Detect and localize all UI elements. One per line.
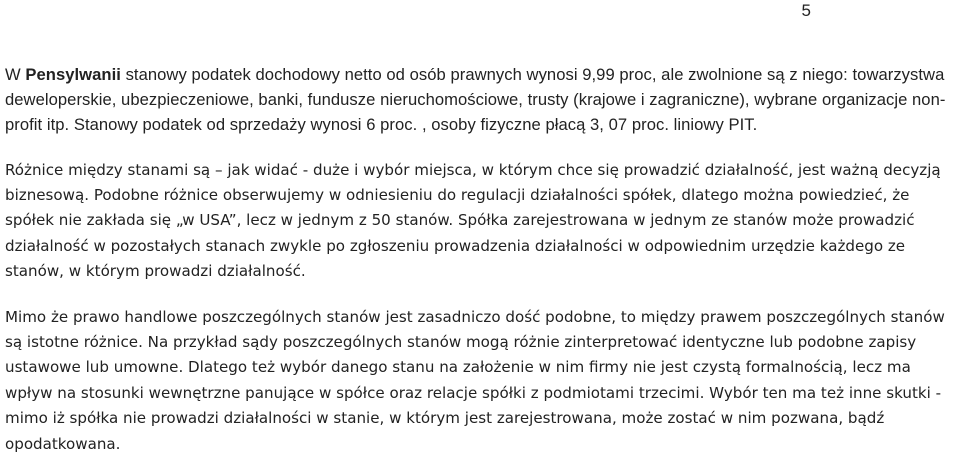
paragraph-state-differences: Różnice między stanami są – jak widać - duże i wybór miejsca, w którym chce się prowadzić działalność, jest ważną decyzją biznesową. Podobne różnice obserwujemy w odniesieniu do regulacji działalności spółek, dlatego można powiedzieć, że spółek nie zakłada się „w USA”, lecz w jednym z 50 stanów. Spółka zarejestrowana w jednym ze stanów może prowadzić działalność w pozostałych stanach zwykle po zgłoszeniu prowadzenia działalności w odpowiednim urzędzie każdego ze stanów, w którym prowadzi działalność. — [5, 160, 941, 281]
paragraph-text: stanowy podatek dochodowy netto od osób prawnych wynosi 9,99 proc, ale zwolnione są z niego: towarzystwa deweloperskie, ubezpieczeniowe, banki, fundusze nieruchomościowe, trusty (krajowe i zagraniczne), wybrane organizacje non-profit itp. Stanowy podatek od sprzedaży wynosi 6 proc. , osoby fizyczne płacą 3, 07 proc. liniowy PIT. — [5, 65, 946, 135]
state-name-bold: Pensylwanii — [25, 65, 121, 84]
paragraph-pennsylvania-tax — [5, 62, 950, 138]
paragraph-prefix: W — [5, 65, 26, 84]
document-body — [5, 62, 950, 457]
paragraph-commercial-law: Mimo że prawo handlowe poszczególnych stanów jest zasadniczo dość podobne, to między prawem poszczególnych stanów są istotne różnice. Na przykład sądy poszczególnych stanów mogą różnie zinterpretować identyczne lub podobne zapisy ustawowe lub umowne. Dlatego też wybór danego stanu na założenie w nim firmy nie jest czystą formalnością, lecz ma wpływ na stosunki wewnętrzne panujące w spółce oraz relacje spółki z podmiotami trzecimi. Wybór ten ma też inne skutki - mimo iż spółka nie prowadzi działalności w stanie, w którym jest zarejestrowana, może zostać w nim pozwana, bądź opodatkowana. — [5, 307, 945, 453]
page-number: 5 — [801, 1, 811, 20]
